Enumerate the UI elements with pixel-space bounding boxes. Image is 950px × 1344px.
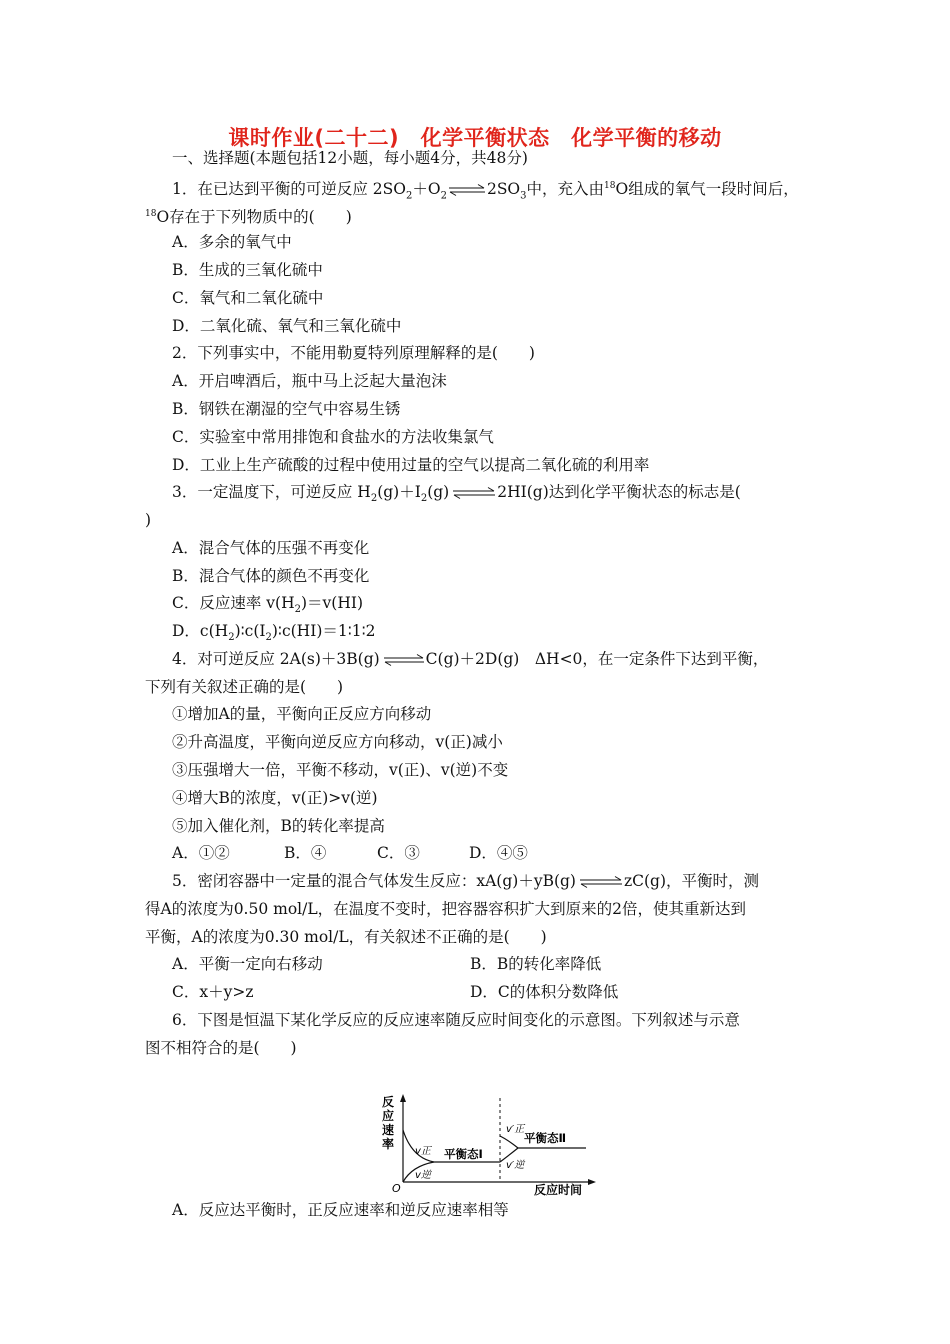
q5-stem-line2: 得A的浓度为0.50 mol/L，在温度不变时，把容器容积扩大到原来的2倍，使其重新达到 xyxy=(145,900,746,918)
y-axis-label-1: 反 xyxy=(382,1095,395,1109)
q3-stem-line1: 3．一定温度下，可逆反应 $H_2(g)+I_2(g)$ 2HI(g)达到化学平衡状态的标志是( xyxy=(172,483,741,505)
reverse-rate-label-2: v′逆 xyxy=(506,1160,525,1171)
rate-time-diagram xyxy=(372,1092,602,1196)
q1-option-b: B．生成的三氧化硫中 xyxy=(172,261,323,279)
page-title: 课时作业(二十二) 化学平衡状态 化学平衡的移动 xyxy=(228,126,722,150)
section-heading: 一、选择题(本题包括12小题，每小题4分，共48分) xyxy=(172,149,528,167)
q4-option-c: C．③ xyxy=(377,844,420,862)
x-axis-label: 反应时间 xyxy=(534,1183,583,1196)
forward-rate-label-2: v′正 xyxy=(506,1124,525,1135)
q5-stem-line1: 5．密闭容器中一定量的混合气体发生反应：xA(g)＋yB(g) zC(g)，平衡时，测 xyxy=(172,872,760,890)
equilibrium-state-2-label: 平衡态Ⅱ xyxy=(524,1131,567,1145)
x-axis-arrow-icon xyxy=(588,1179,596,1185)
q5-option-d: D．C的体积分数降低 xyxy=(470,983,619,1001)
q5-option-c: C．x＋y>z xyxy=(172,983,254,1001)
q2-option-a: A．开启啤酒后，瓶中马上泛起大量泡沫 xyxy=(172,372,447,390)
q5-option-b: B．B的转化率降低 xyxy=(470,955,602,973)
y-axis-label-3: 速 xyxy=(382,1123,395,1137)
origin-label: O xyxy=(392,1182,401,1195)
q4-item-1: ①增加A的量，平衡向正反应方向移动 xyxy=(172,705,432,723)
q3-stem-line2: ) xyxy=(145,511,152,529)
q1-option-d: D．二氧化硫、氧气和三氧化硫中 xyxy=(172,317,402,335)
q3-option-d: D．$c(H_2)∶c(I_2)∶c(HI)=1∶1∶2$ xyxy=(172,622,376,644)
q6-stem-line1: 6．下图是恒温下某化学反应的反应速率随反应时间变化的示意图。下列叙述与示意 xyxy=(172,1011,740,1029)
equilibrium-arrow-icon xyxy=(447,184,487,196)
q1-option-a: A．多余的氧气中 xyxy=(172,233,292,251)
q2-option-c: C．实验室中常用排饱和食盐水的方法收集氯气 xyxy=(172,428,494,446)
q1-stem-line1: 1．在已达到平衡的可逆反应 $2SO_2+O_2$ $2SO_3$中，充入由$^{18}$O组成的氧气一段时间后， xyxy=(172,180,799,202)
forward-rate-label: v正 xyxy=(415,1146,431,1157)
q4-stem-line2: 下列有关叙述正确的是( ) xyxy=(145,678,344,696)
q4-option-a: A．①② xyxy=(172,844,230,862)
q3-option-b: B．混合气体的颜色不再变化 xyxy=(172,567,370,585)
q4-item-4: ④增大B的浓度，v(正)>v(逆) xyxy=(172,789,378,807)
q5-stem-line3: 平衡，A的浓度为0.30 mol/L，有关叙述不正确的是( ) xyxy=(145,928,547,946)
equilibrium-arrow-icon xyxy=(380,654,426,666)
equilibrium-arrow-icon xyxy=(449,487,497,499)
equilibrium-arrow-icon xyxy=(576,876,624,888)
reverse-rate-label: v逆 xyxy=(415,1170,431,1181)
y-axis-arrow-icon xyxy=(400,1094,406,1102)
q4-stem-line1: 4．对可逆反应 2A(s)＋3B(g) C(g)＋2D(g) ΔH<0，在一定条件下达到平衡， xyxy=(172,650,769,668)
q3-option-a: A．混合气体的压强不再变化 xyxy=(172,539,370,557)
q2-option-d: D．工业上生产硫酸的过程中使用过量的空气以提高二氧化硫的利用率 xyxy=(172,456,650,474)
q2-stem: 2．下列事实中，不能用勒夏特列原理解释的是( ) xyxy=(172,344,535,362)
q6-option-a: A．反应达平衡时，正反应速率和逆反应速率相等 xyxy=(172,1201,509,1219)
q2-option-b: B．钢铁在潮湿的空气中容易生锈 xyxy=(172,400,401,418)
q4-item-3: ③压强增大一倍，平衡不移动，v(正)、v(逆)不变 xyxy=(172,761,509,779)
q5-option-a: A．平衡一定向右移动 xyxy=(172,955,323,973)
q3-option-c: C．反应速率 $v(H_2)=v(HI)$ xyxy=(172,594,364,616)
y-axis-label-2: 应 xyxy=(382,1109,395,1123)
forward-rate-curve-2 xyxy=(500,1136,518,1148)
q1-option-c: C．氧气和二氧化硫中 xyxy=(172,289,324,307)
q4-option-b: B．④ xyxy=(284,844,327,862)
equilibrium-state-1-label: 平衡态Ⅰ xyxy=(444,1147,483,1161)
q4-item-2: ②升高温度，平衡向逆反应方向移动，v(正)减小 xyxy=(172,733,503,751)
q1-stem-line2: $^{18}$O存在于下列物质中的( ) xyxy=(145,208,352,227)
q4-item-5: ⑤加入催化剂，B的转化率提高 xyxy=(172,817,385,835)
y-axis-label-4: 率 xyxy=(382,1137,395,1151)
q4-option-d: D．④⑤ xyxy=(469,844,528,862)
q6-stem-line2: 图不相符合的是( ) xyxy=(145,1039,297,1057)
